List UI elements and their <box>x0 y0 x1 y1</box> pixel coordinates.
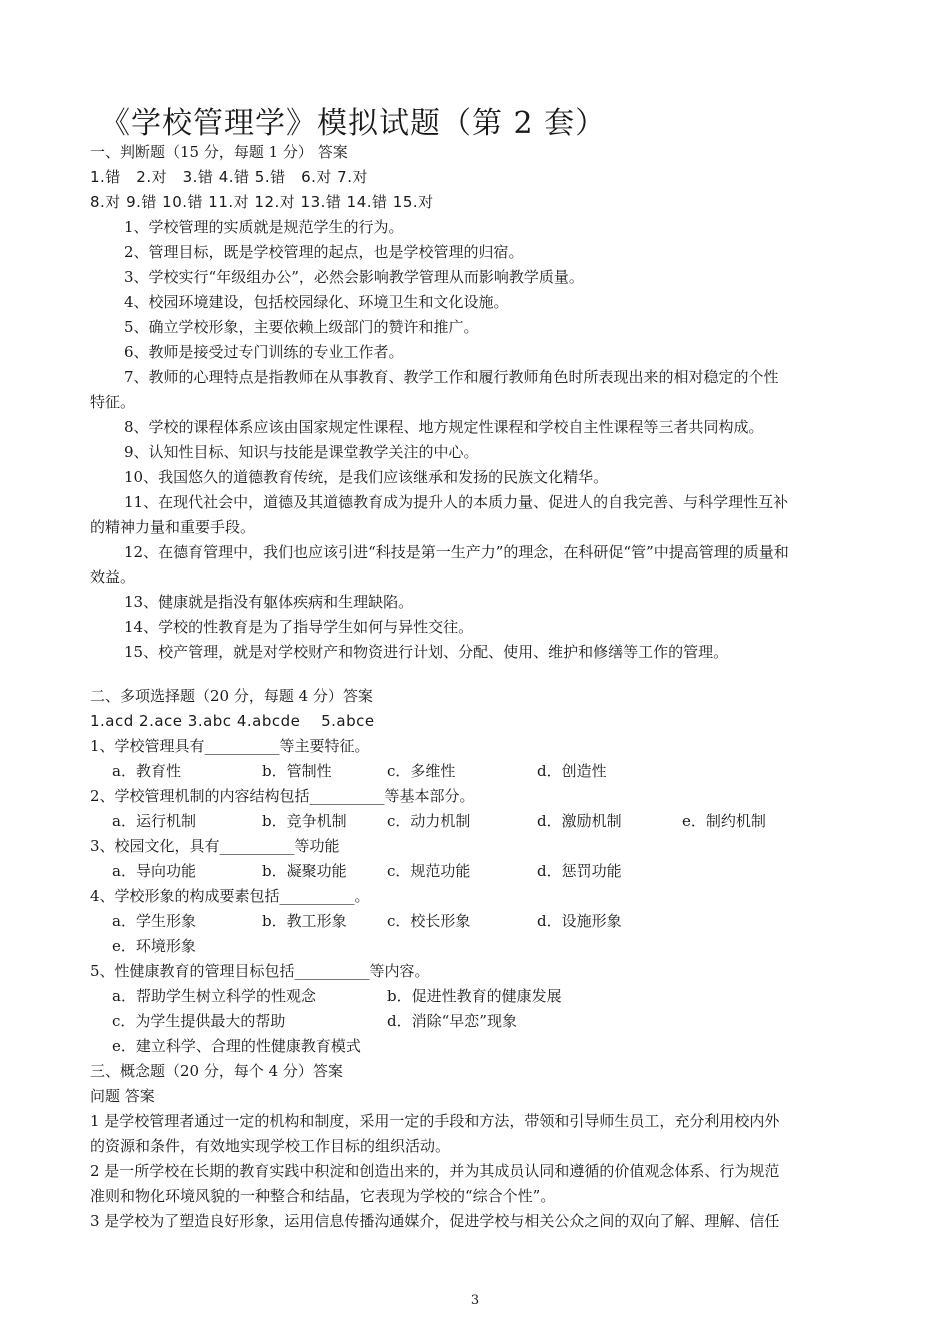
option-row <box>90 809 880 834</box>
option: a．帮助学生树立科学的性观念 <box>112 987 316 1005</box>
option: c．规范功能 <box>387 862 471 880</box>
section-heading: 二、多项选择题（20 分，每题 4 分）答案 <box>90 687 373 705</box>
question-item: 2、管理目标，既是学校管理的起点，也是学校管理的归宿。 <box>124 243 524 261</box>
question-item: 10、我国悠久的道德教育传统，是我们应该继承和发扬的民族文化精华。 <box>124 468 609 486</box>
answer-line: 1.错 2.对 3.错 4.错 5.错 6.对 7.对 <box>90 168 368 186</box>
question-item-continued: 的精神力量和重要手段。 <box>90 518 256 536</box>
answer-line: 1.acd 2.ace 3.abc 4.abcde 5.abce <box>90 712 375 730</box>
option: c．动力机制 <box>387 812 471 830</box>
answer-line: 8.对 9.错 10.错 11.对 12.对 13.错 14.错 15.对 <box>90 193 434 211</box>
option: e．环境形象 <box>112 937 196 955</box>
option: b．管制性 <box>262 762 332 780</box>
question-item: 9、认知性目标、知识与技能是课堂教学关注的中心。 <box>124 443 479 461</box>
option: b．教工形象 <box>262 912 347 930</box>
section-subheading: 问题 答案 <box>90 1087 155 1105</box>
option-row <box>90 859 880 884</box>
question-item: 15、校产管理，就是对学校财产和物资进行计划、分配、使用、维护和修缮等工作的管理。 <box>124 643 729 661</box>
option: a．运行机制 <box>112 812 196 830</box>
section-concepts <box>90 1059 880 1234</box>
question-item-continued: 效益。 <box>90 568 136 586</box>
answer-paragraph-line: 3 是学校为了塑造良好形象，运用信息传播沟通媒介，促进学校与相关公众之间的双向了解、理解、信任 <box>90 1212 780 1230</box>
answer-paragraph-line: 的资源和条件，有效地实现学校工作目标的组织活动。 <box>90 1137 451 1155</box>
question-item: 14、学校的性教育是为了指导学生如何与异性交往。 <box>124 618 474 636</box>
option: d．消除“早恋”现象 <box>387 1012 517 1030</box>
question-item: 12、在德育管理中，我们也应该引进“科技是第一生产力”的理念，在科研促“管”中提高管理的质量和 <box>124 543 789 561</box>
question-stem: 3、校园文化，具有__________等功能 <box>90 837 340 855</box>
option: c．多维性 <box>387 762 456 780</box>
option: b．凝聚功能 <box>262 862 347 880</box>
question-item: 7、教师的心理特点是指教师在从事教育、教学工作和履行教师角色时所表现出来的相对稳定的个性 <box>124 368 779 386</box>
question-stem: 4、学校形象的构成要素包括__________。 <box>90 887 370 905</box>
question-item: 8、学校的课程体系应该由国家规定性课程、地方规定性课程和学校自主性课程等三者共同构成。 <box>124 418 764 436</box>
option: d．激励机制 <box>537 812 622 830</box>
page-title: 《学校管理学》模拟试题（第 2 套） <box>100 106 607 141</box>
question-item-continued: 特征。 <box>90 393 136 411</box>
option: c．校长形象 <box>387 912 471 930</box>
option: e．制约机制 <box>682 812 766 830</box>
question-item: 3、学校实行“年级组办公”，必然会影响教学管理从而影响教学质量。 <box>124 268 584 286</box>
section-true-false <box>90 140 880 665</box>
question-item: 6、教师是接受过专门训练的专业工作者。 <box>124 343 404 361</box>
question-item: 5、确立学校形象，主要依赖上级部门的赞许和推广。 <box>124 318 479 336</box>
question-stem: 5、性健康教育的管理目标包括__________等内容。 <box>90 962 430 980</box>
option: b．促进性教育的健康发展 <box>387 987 562 1005</box>
page-number: 3 <box>470 1293 480 1308</box>
option: a．学生形象 <box>112 912 196 930</box>
option-row <box>90 984 880 1009</box>
question-item: 1、学校管理的实质就是规范学生的行为。 <box>124 218 404 236</box>
option-row <box>90 934 880 959</box>
section-heading: 三、概念题（20 分，每个 4 分）答案 <box>90 1062 343 1080</box>
option: e．建立科学、合理的性健康教育模式 <box>112 1037 361 1055</box>
option: c．为学生提供最大的帮助 <box>112 1012 286 1030</box>
option: b．竞争机制 <box>262 812 347 830</box>
section-multiple-choice <box>90 684 880 1059</box>
question-stem: 1、学校管理具有__________等主要特征。 <box>90 737 370 755</box>
option-row <box>90 1034 880 1059</box>
question-stem: 2、学校管理机制的内容结构包括__________等基本部分。 <box>90 787 475 805</box>
option-row <box>90 909 880 934</box>
section-heading: 一、判断题（15 分，每题 1 分） 答案 <box>90 143 348 161</box>
answer-paragraph-line: 2 是一所学校在长期的教育实践中积淀和创造出来的，并为其成员认同和遵循的价值观念体系、行为规范 <box>90 1162 780 1180</box>
option-row <box>90 1009 880 1034</box>
answer-paragraph-line: 准则和物化环境风貌的一种整合和结晶，它表现为学校的“综合个性”。 <box>90 1187 556 1205</box>
option: a．教育性 <box>112 762 181 780</box>
question-item: 11、在现代社会中，道德及其道德教育成为提升人的本质力量、促进人的自我完善、与科学理性互补 <box>124 493 789 511</box>
option: d．设施形象 <box>537 912 622 930</box>
option: d．创造性 <box>537 762 607 780</box>
option: d．惩罚功能 <box>537 862 622 880</box>
option-row <box>90 759 880 784</box>
option: a．导向功能 <box>112 862 196 880</box>
answer-paragraph-line: 1 是学校管理者通过一定的机构和制度，采用一定的手段和方法，带领和引导师生员工，充分利用校内外 <box>90 1112 780 1130</box>
question-item: 13、健康就是指没有躯体疾病和生理缺陷。 <box>124 593 414 611</box>
question-item: 4、校园环境建设，包括校园绿化、环境卫生和文化设施。 <box>124 293 509 311</box>
